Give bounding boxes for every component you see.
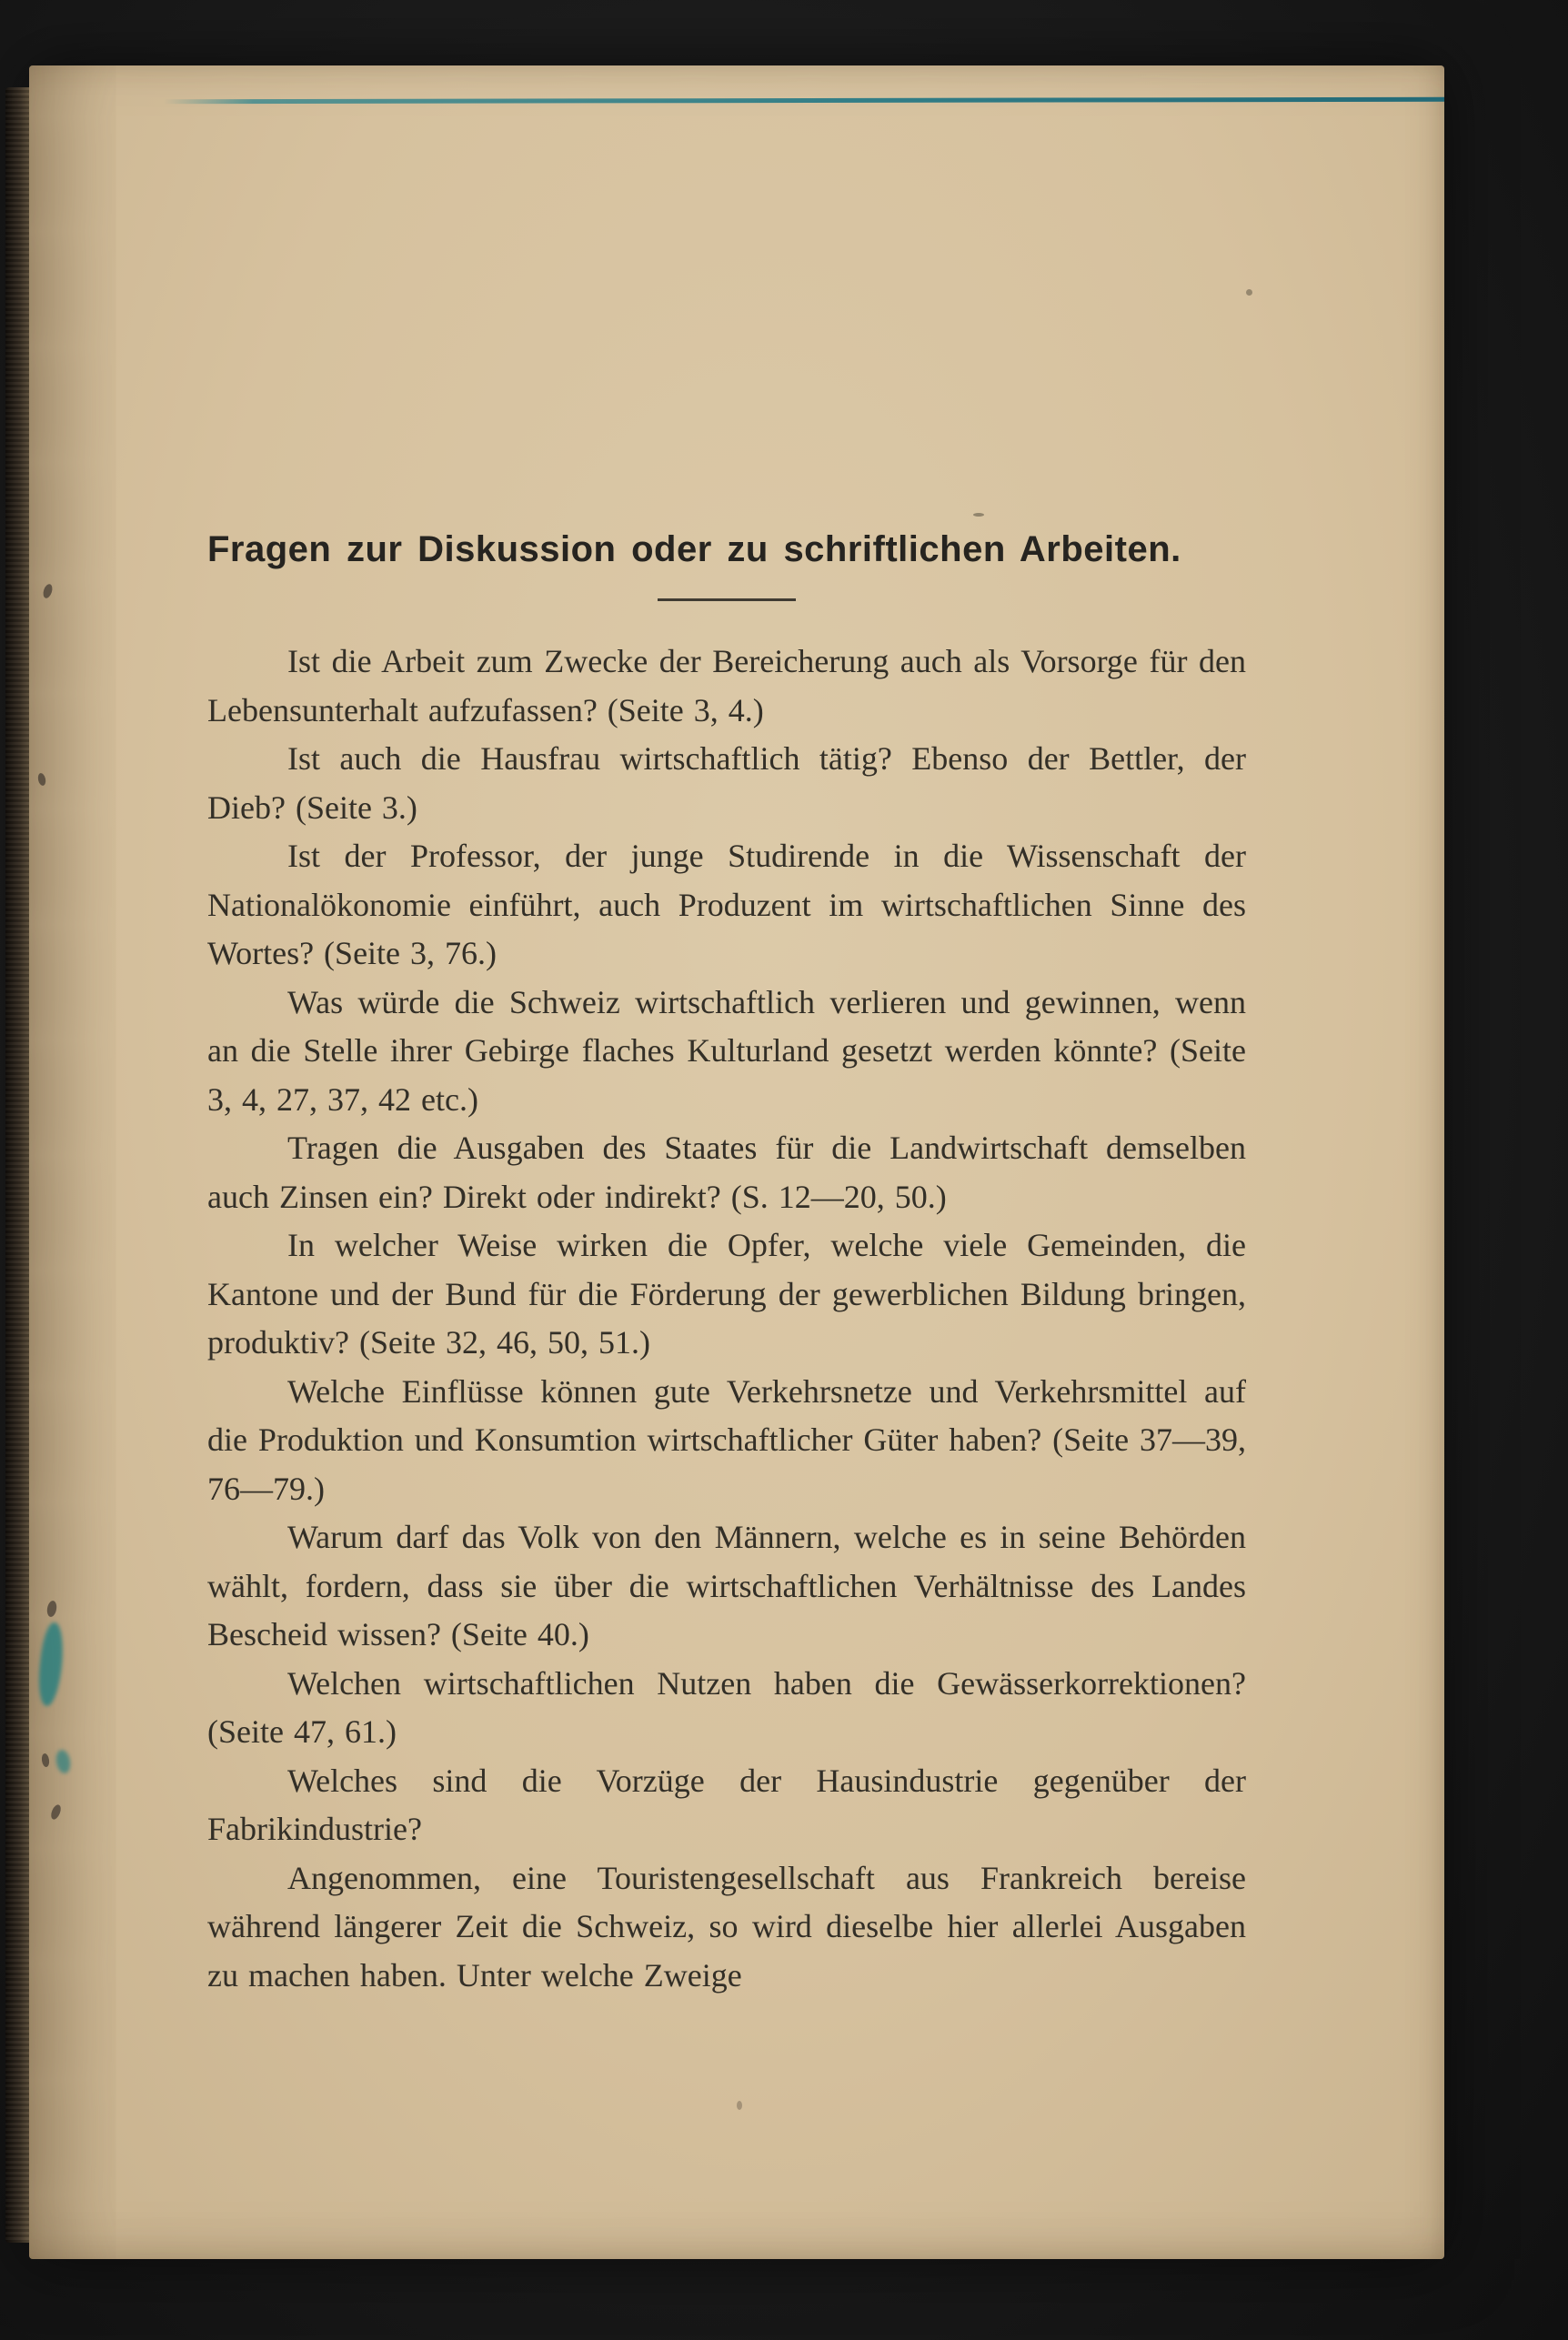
ink-stain bbox=[35, 1622, 65, 1707]
paragraph: Welche Einflüsse können gute Verkehrsnetze und Verkehrsmittel auf die Produktion und Konsumtion wirtschaftlicher Güter haben? (Seite 37—39, 76—79.) bbox=[207, 1372, 1246, 1507]
paragraph: Tragen die Ausgaben des Staates für die Landwirtschaft demselben auch Zinsen ein? Direkt oder indirekt? (S. 12—20, 50.) bbox=[207, 1130, 1246, 1215]
paragraph: Ist der Professor, der junge Studirende in die Wissenschaft der Nationalökonomie einführt, auch Produzent im wirtschaftlichen Sinne des Wortes? (Seite 3, 76.) bbox=[207, 838, 1246, 971]
paragraph: Welches sind die Vorzüge der Hausindustrie gegenüber der Fabrikindustrie? bbox=[207, 1762, 1246, 1847]
paragraph: Warum darf das Volk von den Männern, welche es in seine Behörden wählt, fordern, dass sie über die wirtschaftlichen Verhältnisse des Landes Bescheid wissen? (Seite 40.) bbox=[207, 1519, 1246, 1652]
cover-edge-line bbox=[164, 97, 1444, 104]
binding-mark bbox=[41, 1753, 50, 1768]
body-text bbox=[207, 638, 1246, 2000]
paragraph: Ist auch die Hausfrau wirtschaftlich tätig? Ebenso der Bettler, der Dieb? (Seite 3.) bbox=[207, 740, 1246, 826]
paragraph: Welchen wirtschaftlichen Nutzen haben die Gewässerkorrektionen? (Seite 47, 61.) bbox=[207, 1664, 1246, 1750]
paper-speck bbox=[737, 2101, 742, 2110]
binding-mark bbox=[42, 583, 55, 599]
binding-mark bbox=[37, 772, 47, 786]
paragraph: Angenommen, eine Touristengesellschaft aus Frankreich bereise während längerer Zeit die Schweiz, so wird dieselbe hier allerlei Ausgaben zu machen haben. Unter welche Zweige bbox=[207, 1859, 1246, 1994]
paragraph: Was würde die Schweiz wirtschaftlich verlieren und gewinnen, wenn an die Stelle ihrer Gebirge flaches Kulturland gesetzt werden könnte? (Seite 3, 4, 27, 37, 42 etc.) bbox=[207, 983, 1246, 1118]
binding-mark bbox=[46, 1600, 58, 1617]
ink-stain-small bbox=[55, 1749, 72, 1774]
paragraph: In welcher Weise wirken die Opfer, welche viele Gemeinden, die Kantone und der Bund für die Förderung der gewerblichen Bildung bringen, produktiv? (Seite 32, 46, 50, 51.) bbox=[207, 1227, 1246, 1361]
paper-speck bbox=[1246, 289, 1252, 296]
book-page-edges bbox=[5, 87, 31, 2243]
paragraph: Ist die Arbeit zum Zwecke der Bereicherung auch als Vorsorge für den Lebensunterhalt aufzufassen? (Seite 3, 4.) bbox=[207, 643, 1246, 728]
paper-speck bbox=[973, 513, 984, 517]
scanned-page bbox=[29, 65, 1444, 2259]
binding-mark bbox=[49, 1803, 63, 1821]
heading-rule bbox=[658, 598, 796, 601]
page-title: Fragen zur Diskussion oder zu schriftlichen Arbeiten. bbox=[207, 529, 1181, 569]
text-block bbox=[207, 527, 1246, 2000]
